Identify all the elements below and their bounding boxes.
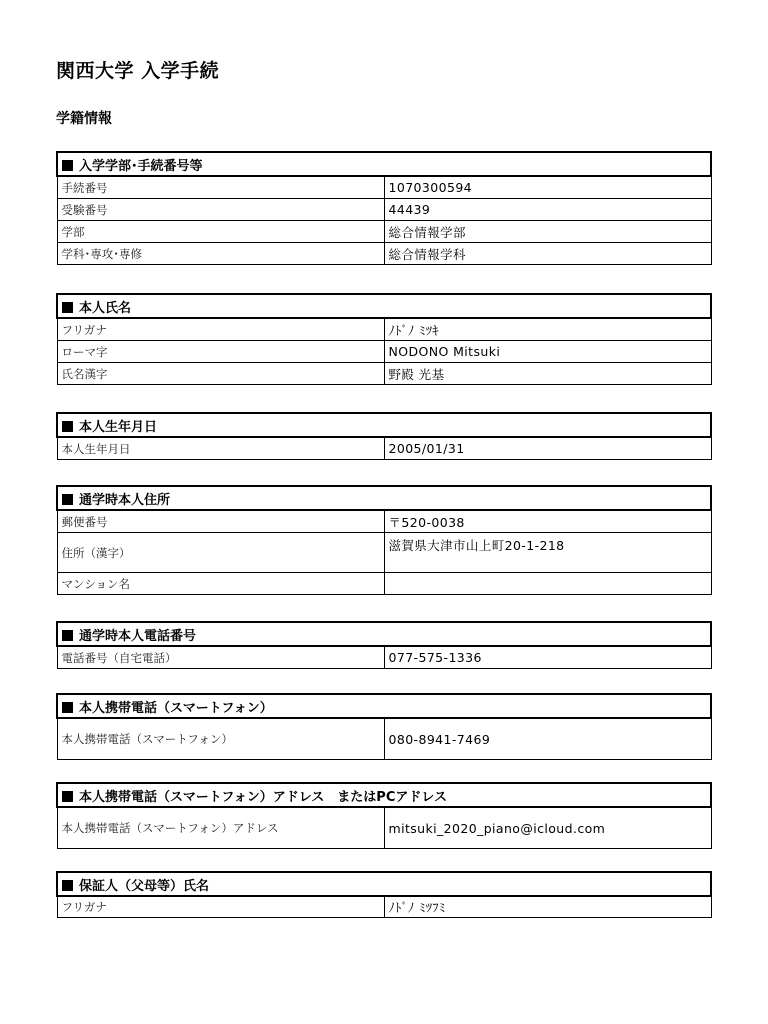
address-table <box>56 485 712 595</box>
building-name-label: マンション名 <box>57 573 384 595</box>
home-phone-label: 電話番号（自宅電話） <box>57 646 384 669</box>
guardian-name-header-text: 保証人（父母等）氏名 <box>79 878 210 894</box>
birthdate-header-text: 本人生年月日 <box>79 419 158 435</box>
guardian-furigana-label: フリガナ <box>57 896 384 918</box>
birthdate-value: 2005/01/31 <box>384 437 711 460</box>
kanji-name-value: 野殿 光基 <box>384 363 711 385</box>
section-label: 学籍情報 <box>56 111 112 127</box>
department-label: 学科･専攻･専修 <box>57 243 384 265</box>
home-phone-header <box>57 622 711 646</box>
birthdate-table <box>56 412 712 460</box>
faculty-label: 学部 <box>57 221 384 243</box>
birthdate-label: 本人生年月日 <box>57 437 384 460</box>
email-header <box>57 783 711 807</box>
square-bullet-icon <box>62 702 73 713</box>
address-label: 住所（漢字） <box>57 533 384 573</box>
guardian-furigana-value: ﾉﾄﾞﾉ ﾐﾂﾌﾐ <box>384 896 711 918</box>
romaji-label: ローマ字 <box>57 341 384 363</box>
mobile-phone-header <box>57 694 711 718</box>
square-bullet-icon <box>62 494 73 505</box>
square-bullet-icon <box>62 421 73 432</box>
mobile-phone-header-text: 本人携帯電話（スマートフォン） <box>79 700 273 716</box>
mobile-phone-table <box>56 693 712 760</box>
student-name-header <box>57 294 711 318</box>
email-table <box>56 782 712 849</box>
student-name-header-text: 本人氏名 <box>79 300 132 316</box>
square-bullet-icon <box>62 880 73 891</box>
faculty-value: 総合情報学部 <box>384 221 711 243</box>
home-phone-header-text: 通学時本人電話番号 <box>79 628 197 644</box>
enrollment-info-header <box>57 152 711 176</box>
enrollment-info-header-text: 入学学部･手続番号等 <box>79 158 203 174</box>
home-phone-value: 077-575-1336 <box>384 646 711 669</box>
postal-code-value: 〒520-0038 <box>384 510 711 533</box>
birthdate-header <box>57 413 711 437</box>
address-header <box>57 486 711 510</box>
address-value: 滋賀県大津市山上町20-1-218 <box>384 533 711 573</box>
email-label: 本人携帯電話（スマートフォン）アドレス <box>57 807 384 849</box>
email-header-text: 本人携帯電話（スマートフォン）アドレス またはPCアドレス <box>79 789 447 805</box>
address-header-text: 通学時本人住所 <box>79 492 171 508</box>
building-name-value <box>384 573 711 595</box>
guardian-name-header <box>57 872 711 896</box>
romaji-value: NODONO Mitsuki <box>384 341 711 363</box>
guardian-name-table <box>56 871 712 918</box>
mobile-phone-value: 080-8941-7469 <box>384 718 711 760</box>
procedure-number-label: 手続番号 <box>57 176 384 199</box>
furigana-label: フリガナ <box>57 318 384 341</box>
department-value: 総合情報学科 <box>384 243 711 265</box>
page-title: 関西大学 入学手続 <box>56 60 220 82</box>
square-bullet-icon <box>62 160 73 171</box>
kanji-name-label: 氏名漢字 <box>57 363 384 385</box>
exam-number-value: 44439 <box>384 199 711 221</box>
square-bullet-icon <box>62 630 73 641</box>
square-bullet-icon <box>62 302 73 313</box>
postal-code-label: 郵便番号 <box>57 510 384 533</box>
exam-number-label: 受験番号 <box>57 199 384 221</box>
furigana-value: ﾉﾄﾞﾉ ﾐﾂｷ <box>384 318 711 341</box>
student-name-table <box>56 293 712 385</box>
mobile-phone-label: 本人携帯電話（スマートフォン） <box>57 718 384 760</box>
enrollment-info-table <box>56 151 712 265</box>
home-phone-table <box>56 621 712 669</box>
square-bullet-icon <box>62 791 73 802</box>
email-value: mitsuki_2020_piano@icloud.com <box>384 807 711 849</box>
procedure-number-value: 1070300594 <box>384 176 711 199</box>
